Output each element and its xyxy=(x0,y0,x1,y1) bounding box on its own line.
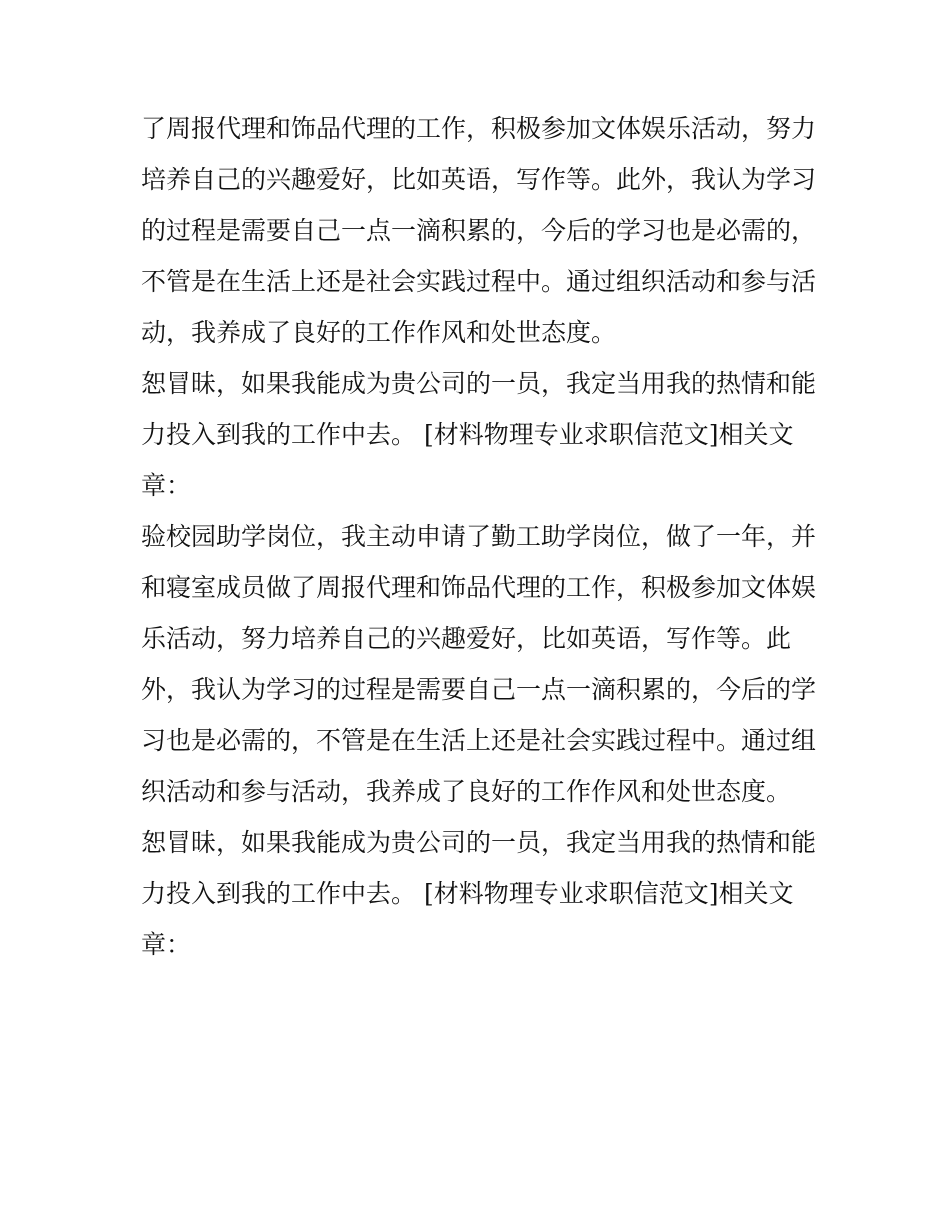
text-line: 了周报代理和饰品代理的工作，积极参加文体娱乐活动，努力 xyxy=(141,114,817,143)
text-line: 动，我养成了良好的工作作风和处世态度。 xyxy=(141,318,617,347)
text-line: 习也是必需的，不管是在生活上还是社会实践过程中。通过组 xyxy=(141,726,817,755)
text-line: 培养自己的兴趣爱好，比如英语，写作等。此外，我认为学习 xyxy=(141,165,817,194)
text-line: 恕冒昧，如果我能成为贵公司的一员，我定当用我的热情和能 xyxy=(141,369,817,398)
text-line: 章： xyxy=(141,471,192,500)
text-line: 不管是在生活上还是社会实践过程中。通过组织活动和参与活 xyxy=(141,267,817,296)
text-line: 力投入到我的工作中去。 [材料物理专业求职信范文]相关文 xyxy=(141,420,794,449)
text-line: 乐活动，努力培养自己的兴趣爱好，比如英语，写作等。此 xyxy=(141,624,792,653)
text-line: 验校园助学岗位，我主动申请了勤工助学岗位，做了一年，并 xyxy=(141,522,817,551)
text-line: 力投入到我的工作中去。 [材料物理专业求职信范文]相关文 xyxy=(141,879,794,908)
text-line: 恕冒昧，如果我能成为贵公司的一员，我定当用我的热情和能 xyxy=(141,828,817,857)
body-text xyxy=(141,103,821,970)
text-line: 和寝室成员做了周报代理和饰品代理的工作，积极参加文体娱 xyxy=(141,573,817,602)
text-line: 外，我认为学习的过程是需要自己一点一滴积累的，今后的学 xyxy=(141,675,817,704)
text-line: 织活动和参与活动，我养成了良好的工作作风和处世态度。 xyxy=(141,777,792,806)
text-line: 的过程是需要自己一点一滴积累的，今后的学习也是必需的， xyxy=(141,216,817,245)
text-line: 章： xyxy=(141,930,192,959)
